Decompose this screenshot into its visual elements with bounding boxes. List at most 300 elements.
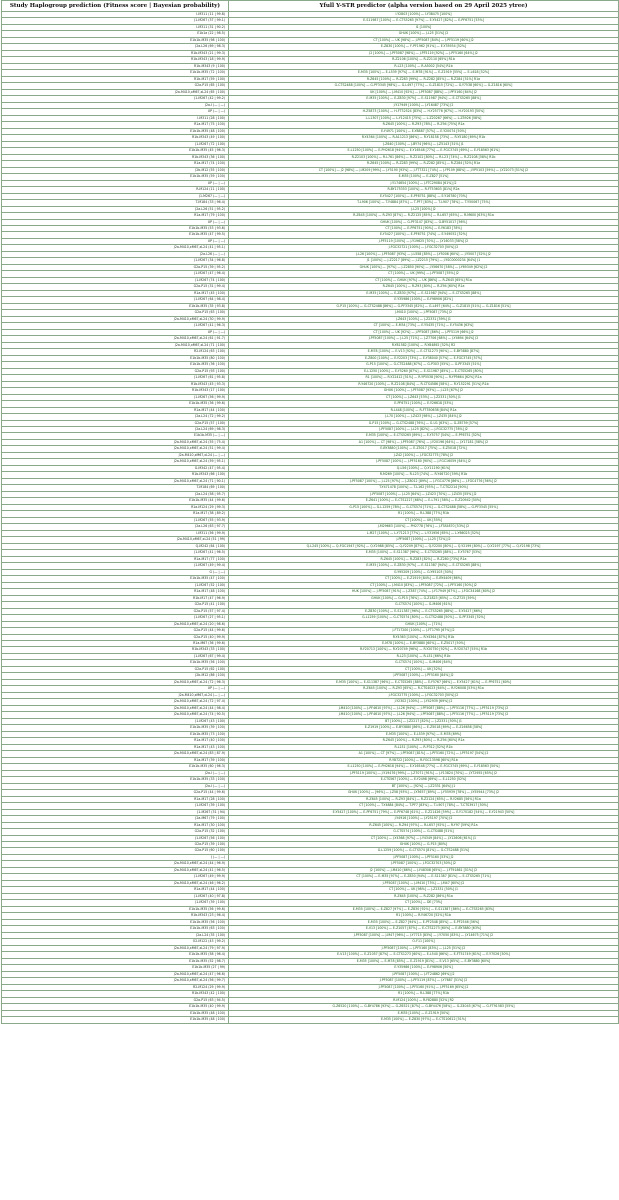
- yfull-prediction-cell: E-V13 [100%] — E-Z1057 [87%] — E-CTS1273 [60%] — E-BY3880 [63%]: [229, 926, 619, 932]
- study-prediction-cell: G2a-P15 (57 | 100): [2, 420, 229, 426]
- study-prediction-cell: R1a-M17 (77 | 100): [2, 556, 229, 562]
- study-prediction-cell: G2a-P15 (60 | 100): [2, 848, 229, 854]
- yfull-prediction-cell: J-PF5087 [100%] — J-PF5160 [83%] — J-L25 [51%] J2: [229, 945, 619, 951]
- study-prediction-cell: J2a-M410,xM67,xL24 (65 | 100): [2, 89, 229, 95]
- study-prediction-cell: E1b1b-M35 (80 | 100): [2, 355, 229, 361]
- study-prediction-cell: J1-M267 (41 | 96.5): [2, 550, 229, 556]
- yfull-prediction-cell: J-Y2302 [100%] — J-Y42939 [69%] J2: [229, 699, 619, 705]
- study-prediction-cell: J2a-M410,xM67,xL24 (51 | 99): [2, 537, 229, 543]
- study-prediction-cell: E1b1b-M35 (98 | 100): [2, 37, 229, 43]
- study-prediction-cell: R1b-M343 (23 | 96.4): [2, 913, 229, 919]
- study-prediction-cell: R1a-M17 (38 | 89.2): [2, 511, 229, 517]
- study-prediction-cell: R1a-M17 (40 | 100): [2, 738, 229, 744]
- study-prediction-cell: Q-M242 (64 | 100): [2, 543, 229, 549]
- yfull-prediction-cell: HUK [100%] — J-PF5087 [91%] — J-Z387 [74%] — J-Y17949 [67%] — J-FGC34168 [60%] J2: [229, 589, 619, 595]
- study-prediction-cell: R1b-M343 (42 | 100): [2, 991, 229, 997]
- yfull-prediction-cell: R-L23 [100%] — R-A5002 [54%] R1b: [229, 63, 619, 69]
- yfull-prediction-cell: J-PF5087 [100%] — J-L25 [64%] — J-Z423 [70%] — J-Z435 [55%] J2: [229, 491, 619, 497]
- study-prediction-cell: J2a-M410,xM67,xL24 (41 | 95.1): [2, 245, 229, 251]
- study-prediction-cell: E1b1b-M35 (53 | 93.6): [2, 225, 229, 231]
- yfull-prediction-cell: GHUK [100%] — G-PF3147 [83%] — G-BY51017 [56%]: [229, 219, 619, 225]
- yfull-prediction-cell: E-L1250 [100%] — E-PH2618 [94%] — E-Y16548 [77%] — E-FGC3745 [69%] — E-Y18563 [61%]: [229, 148, 619, 154]
- yfull-prediction-cell: R-Y46720 [100%] — R-Z2108 [84%] — R-CTS4586 [58%] — R-Y152291 [51%] R1b: [229, 381, 619, 387]
- study-prediction-cell: E1b1b-M35 (52 | 98.7): [2, 958, 229, 964]
- yfull-prediction-cell: R-Y4363 [100%] — R-Y4364 [87%] R1b: [229, 634, 619, 640]
- yfull-prediction-cell: J-PF5087 [100%] — J-FT24862 [69%] J2: [229, 971, 619, 977]
- yfull-prediction-cell: R-M124 [100%] — R-Y82880 [52%] R2: [229, 997, 619, 1003]
- study-prediction-cell: J1-M267 (56 | 99.9): [2, 394, 229, 400]
- study-prediction-cell: J2a-L24 (69 | 98.3): [2, 427, 229, 433]
- study-prediction-cell: J2a-M410,xM67,xL24 (30 | 99.9): [2, 316, 229, 322]
- study-prediction-cell: UP (— | —): [2, 329, 229, 335]
- yfull-prediction-cell: E-M35 [100%] — E-CTS5265 [89%] — E-Y5757 [54%] — E-PF6751 [52%]: [229, 433, 619, 439]
- study-prediction-cell: J1-M267 (49 | 99.4): [2, 563, 229, 569]
- study-prediction-cell: R1b-M17 (59 | 100): [2, 76, 229, 82]
- yfull-prediction-cell: BT [100%] — J-Z2217 [82%] — J-Z2331 [50%] J1: [229, 718, 619, 724]
- yfull-prediction-cell: J2 [100%] — J-M410 [86%] — J-Y48308 [65%] — J-FT91861 [51%] J2: [229, 867, 619, 873]
- yfull-prediction-cell: J-FGC32775 [100%] — J-FGC32703 [50%] J2: [229, 692, 619, 698]
- yfull-prediction-cell: E-M35 [100%] — E-Z830 [97%] — E-S11387 [94%] — E-CTS5265 [88%]: [229, 563, 619, 569]
- yfull-prediction-cell: CT [100%] — UK [92%] — J-PF5087 [86%] — J-PF5119 [66%] J2: [229, 329, 619, 335]
- study-prediction-cell: J1-M267 (47 | 96.4): [2, 271, 229, 277]
- study-prediction-cell: E1b1b-M35 (44 | 99.6): [2, 498, 229, 504]
- yfull-prediction-cell: J-PF5119 [100%] — J-Y19476 [99%] — J-Z7071 [91%] — J-Y13824 [70%] — J-Y72955 [65%] J2: [229, 770, 619, 776]
- study-prediction-cell: J1-M267 (31 | 94): [2, 809, 229, 815]
- yfull-prediction-cell: E-M78 [100%] — E-BY3880 [60%] — E-Z5017 [50%]: [229, 640, 619, 646]
- study-prediction-cell: J1-M267 (39 | 100): [2, 803, 229, 809]
- yfull-prediction-cell: E-CTS567 [100%] — E-Y2498 [69%] — E-L1250 [52%]: [229, 777, 619, 783]
- yfull-prediction-cell: GHUK [100%] — [71%]: [229, 621, 619, 627]
- yfull-prediction-cell: G-P15 [100%] — G-L1259 [78%] — G-CTS574 [71%] — G-CTS2488 [58%] — G-PF3345 [55%]: [229, 504, 619, 510]
- yfull-prediction-cell: A1 [100%] — CT [98%] — J-PF5087 [76%] — J-Y20196 [64%] — J-Y17181 [58%] J2: [229, 439, 619, 445]
- yfull-prediction-cell: R-M269 [100%] — R-L23 [74%] — R-Y46720 [59%] R1b: [229, 472, 619, 478]
- study-prediction-cell: E1b1b-M35 (60 | 96.3): [2, 764, 229, 770]
- yfull-prediction-cell: E-M35 [100%] — E-M78 [85%] — E-Z1919 [81%] — E-V13 [65%] — E-BY3880 [60%]: [229, 958, 619, 964]
- yfull-prediction-cell: I-Y2803 [100%] — I-Y38475 [100%]: [229, 12, 619, 18]
- yfull-prediction-cell: G-P15 [100%] — G-CTS2488 [86%] — G-PF3345 [82%] — G-L497 [64%] — G-Z1815 [51%] — G-Z1816 [51%]: [229, 303, 619, 309]
- yfull-prediction-cell: R-Z645 [100%] — R-Z93 [65%] — R-CTS4023 [64%] — R-Y26008 [53%] R1a: [229, 686, 619, 692]
- yfull-prediction-cell: CT [100%] — E-PF6751 [90%] — E-Y6183 [78%]: [229, 225, 619, 231]
- yfull-prediction-cell: E-Z1919 [100%] — E-BY3880 [86%] — E-Z5018 [69%] — E-Z16658 [58%]: [229, 725, 619, 731]
- yfull-prediction-cell: R-Z645 [100%] — R-Z93 [80%] — R-Z94 [60%] R1a: [229, 284, 619, 290]
- yfull-prediction-cell: E-Z641 [100%] — E-CTS1227 [68%] — E-L791 [58%] — E-Z20942 [50%]: [229, 498, 619, 504]
- yfull-prediction-cell: R-Z2103 [100%] — R-L761 [86%] — R-Z2102 [80%] — R-L23 [74%] — R-Z2108 [58%] R1b: [229, 154, 619, 160]
- yfull-prediction-cell: T-Y471478 [100%] — T-L162 [93%] — T-CTS2214 [90%]: [229, 485, 619, 491]
- study-prediction-cell: R1a-M17 (44 | 100): [2, 887, 229, 893]
- study-prediction-cell: R1a-M17 (43 | 100): [2, 744, 229, 750]
- yfull-prediction-cell: CT [100%] — UK [55%]: [229, 517, 619, 523]
- study-prediction-cell: T-M184 (33 | 96.4): [2, 200, 229, 206]
- yfull-prediction-cell: R1 [100%] — R-Y22412 [51%] — R-YP5538 [90%] — R-YP5664 [62%] R1a: [229, 375, 619, 381]
- yfull-prediction-cell: J-Y4916 [100%] — J-Y25197 [70%] J2: [229, 816, 619, 822]
- yfull-prediction-cell: E-Y5427 [100%] — E-PF6751 [79%] — E-PF6748 [61%] — E-Z21426 [59%] — E-Y170182 [54%] — E-Y21943 [50%]: [229, 809, 619, 815]
- yfull-prediction-cell: E-M35 [100%] — E-Z1919 [50%]: [229, 1010, 619, 1016]
- study-prediction-cell: R1b-M17 (47 | 96.9): [2, 595, 229, 601]
- study-prediction-cell: R1b-M343 (33 | 100): [2, 647, 229, 653]
- yfull-prediction-cell: CT [100%] — J2 [98%] — J-M209 [99%] — J-Y5190 [93%] — J-FT7321 [74%] — J-YP109 [68%] — J-YP5103 [59%] — J-Y22073 [51%] J2: [229, 167, 619, 173]
- yfull-prediction-cell: R-Z2106 [100%] — R-Z2110 [65%] R1b: [229, 57, 619, 63]
- yfull-prediction-cell: R1 [100%] — R-L388 [77%] R1b: [229, 511, 619, 517]
- yfull-prediction-cell: G-Y95209 [100%] — G-Y95103 [50%]: [229, 569, 619, 575]
- study-prediction-cell: E1b1b-M35 (48 | 100): [2, 1010, 229, 1016]
- yfull-prediction-cell: GHUK [100%] — J-L25 [51%] J2: [229, 31, 619, 37]
- study-prediction-cell: J1-M267 (72 | 100): [2, 141, 229, 147]
- yfull-prediction-cell: E-M35 [100%] — E-Z827 [51%]: [229, 174, 619, 180]
- study-prediction-cell: J2a-M410,xM67,xL24 (61 | 91.7): [2, 336, 229, 342]
- study-prediction-cell: J2a-M410,xM67,xL24 (46 | 96.2): [2, 880, 229, 886]
- study-prediction-cell: G2a-P15 (31 | 99.4): [2, 284, 229, 290]
- study-prediction-cell: E1b1b-M35 (73 | 100): [2, 731, 229, 737]
- study-prediction-cell: R1b-M343 (21 | 99.3): [2, 50, 229, 56]
- study-prediction-cell: R1b-M343 (36 | 100): [2, 154, 229, 160]
- yfull-prediction-cell: I1 [100%]: [229, 24, 619, 30]
- yfull-prediction-cell: R-Y81582 [100%] — R-Y84892 [52%] R2: [229, 342, 619, 348]
- yfull-prediction-cell: J-PF5087 [100%] — J-PF5119 [87%] — J-Y7687 [51%] J2: [229, 978, 619, 984]
- study-prediction-cell: E1b1b-M35 (56 | 100): [2, 660, 229, 666]
- study-prediction-cell: J2a-M410,xM67,xL24 (41 | 96.5): [2, 867, 229, 873]
- study-prediction-cell: E1b1b-M35 (47 | 99.5): [2, 232, 229, 238]
- study-prediction-cell: J1-M267 (67 | 99.4): [2, 653, 229, 659]
- study-prediction-cell: J2a-M410,xM67,xL24 (20 | 98.6): [2, 621, 229, 627]
- yfull-prediction-cell: L-L1307 [100%] — L-Y12415 [75%] — L-Z20267 [66%] — L-Z5926 [58%]: [229, 115, 619, 121]
- study-prediction-cell: G2a-P15 (39 | 95.2): [2, 264, 229, 270]
- study-prediction-cell: J1-M267 (56 | 100): [2, 835, 229, 841]
- yfull-prediction-cell: E-V13 [100%] — E-Z1057 [87%] — E-CTS1273 [60%] — E-L540 [66%] — E-FT51749 [61%] — E-Y7026 [50%]: [229, 952, 619, 958]
- yfull-prediction-cell: R-Y4364 [100%] — R-A11213 [86%] — R-Y18158 [73%] — R-Y5180 [69%] R1b: [229, 135, 619, 141]
- study-prediction-cell: J2a-M410,xM67,xL24 (71 | 90.1): [2, 478, 229, 484]
- study-prediction-cell: R1a-M17 (30 | 100): [2, 822, 229, 828]
- study-prediction-cell: E1b1b-M35 (35 | 93.8): [2, 303, 229, 309]
- study-prediction-cell: E1b1b-M35 (45 | 96.3): [2, 148, 229, 154]
- study-prediction-cell: J2b-M12 (55 | 100): [2, 167, 229, 173]
- yfull-prediction-cell: GHUK [100%] — [96%] — J-Z58 [93%] — J-Y3657 [89%] — J-Y55939 [78%] — J-Y55944 [73%] J2: [229, 790, 619, 796]
- yfull-prediction-cell: T-L906 [100%] — T-Y4884 [87%] — T-PF7 [83%] — T-L907 [78%] — T-Y50067 [75%]: [229, 200, 619, 206]
- study-prediction-cell: J1-M267 (74 | 100): [2, 277, 229, 283]
- yfull-prediction-cell: J-M410 [100%] — J-PF4610 [97%] — J-L26 [94%] — J-PF5087 [88%] — J-PF5116 [77%] — J-PF5119 [73%] J2: [229, 712, 619, 718]
- table-body: [2, 12, 619, 1024]
- yfull-prediction-cell: CT [100%] — UK [98%] — J-PF5087 [84%] — J-PF5119 [60%] J2: [229, 37, 619, 43]
- study-prediction-cell: G2a-P15 (44 | 99.6): [2, 790, 229, 796]
- yfull-prediction-cell: E-M35 [100%] — E-S11387 [96%] — E-CTS5265 [88%] — E-Y5767 [66%] — E-Y5427 [61%] — E-PF6751 [60%]: [229, 679, 619, 685]
- yfull-prediction-cell: E-M35 [100%] — E-Z830 [97%] — E-S11987 [94%] — E-CTS5265 [88%]: [229, 290, 619, 296]
- yfull-prediction-cell: E-PF6751 [100%] — E-Y26618 [53%]: [229, 401, 619, 407]
- yfull-prediction-cell: E-Y5427 [100%] — E-PF6751 [74%] — E-Y49052 [52%]: [229, 232, 619, 238]
- study-prediction-cell: J2a-M410,xM67,xL24 (51 | 99.4): [2, 446, 229, 452]
- study-prediction-cell: E1b1b-M35 (36 | 99.6): [2, 401, 229, 407]
- study-prediction-cell: R1a-M17 (39 | 100): [2, 757, 229, 763]
- yfull-prediction-cell: R-Y8722 [100%] — R-FGC13598 [60%] R1b: [229, 757, 619, 763]
- study-prediction-cell: J1-M267 (27 | 95.1): [2, 615, 229, 621]
- yfull-prediction-cell: R1 [100%] — R-L388 [77%] R1b: [229, 991, 619, 997]
- yfull-prediction-cell: J-FT17200 [100%] — J-FT1795 [67%] J2: [229, 628, 619, 634]
- study-prediction-cell: J1-M267 (49 | 99.9): [2, 874, 229, 880]
- yfull-prediction-cell: R-L151 [100%] — R-P312 [52%] R1b: [229, 744, 619, 750]
- study-prediction-cell: J2a-M410,xM67,xL24 (83 | 87.9): [2, 751, 229, 757]
- yfull-prediction-cell: R-Z645 [100%] — R-Z93 [84%] — R-Z2124 [65%] — R-Y2685 [56%] R1a: [229, 796, 619, 802]
- study-prediction-cell: J1-M267 (42 | 99.2): [2, 96, 229, 102]
- yfull-prediction-cell: J-Y17949 [100%] — J-Y16487 [73%] J2: [229, 102, 619, 108]
- study-prediction-cell: J2a-L26 (51 | 95.2): [2, 206, 229, 212]
- yfull-prediction-cell: H-Z5873 [100%] — H-FT32524 [83%] — H-Y25776 [67%] — H-Y20193 [50%]: [229, 109, 619, 115]
- yfull-prediction-cell: G-P15 [100%] — G-CTS2488 [76%] — G-U1 [63%] — G-Z6759 [57%]: [229, 420, 619, 426]
- study-prediction-cell: G2a-P15 (63 | 100): [2, 310, 229, 316]
- study-prediction-cell: G2a-P15 (65 | 100): [2, 83, 229, 89]
- study-prediction-cell: J1-M267 (64 | 98.4): [2, 297, 229, 303]
- yfull-prediction-cell: J-PF5087 [100%] — J-L25 [72%] J2: [229, 537, 619, 543]
- yfull-prediction-cell: CT [100%] — UK [52%]: [229, 666, 619, 672]
- yfull-prediction-cell: CT [100%] — UK [99%] — J-PF5087 [55%] J2: [229, 271, 619, 277]
- yfull-prediction-cell: G-L1259 [100%] — G-CTS574 [81%] — G-CTS2488 [51%]: [229, 848, 619, 854]
- yfull-prediction-cell: CT [100%] — E-M35 [97%] — E-Z830 [94%] — E-S11387 [81%] — E-CTS5265 [71%]: [229, 874, 619, 880]
- study-prediction-cell: R1a-M124 (29 | 99.3): [2, 504, 229, 510]
- yfull-prediction-cell: G-CTS574 [100%] — G-M406 [61%]: [229, 602, 619, 608]
- study-prediction-cell: J1-M267 (— | —): [2, 193, 229, 199]
- table-row: [2, 1017, 619, 1023]
- yfull-prediction-cell: E-Z830 [100%] — F-PF1962 [91%] — E-Y35934 [52%]: [229, 44, 619, 50]
- yfull-prediction-cell: E-M35 [100%] — E-L539 [97%] — E-M78 [69%]: [229, 731, 619, 737]
- yfull-prediction-cell: J-M410 [100%] — J-PF4610 [97%] — J-L26 [94%] — J-PF5087 [88%] — J-PF5116 [77%] — J-PF5119 [73%] J2: [229, 705, 619, 711]
- yfull-prediction-cell: J-PF5087 [100%] — J-FGC32703 [50%] J2: [229, 861, 619, 867]
- yfull-prediction-cell: O-F11 [100%]: [229, 939, 619, 945]
- study-prediction-cell: J2a-M410,xM67,xL24 (44 | 98.4): [2, 705, 229, 711]
- yfull-prediction-cell: E-M35 [100%] — E-L539 [97%] — E-M78 [91%] — E-Z1919 [55%] — E-L618 [52%]: [229, 70, 619, 76]
- yfull-prediction-cell: J-PF5087 [100%] — J-PF5160 [91%] — J-PF5169 [65%] J2: [229, 984, 619, 990]
- study-prediction-cell: J1-M267 (41 | 96.3): [2, 323, 229, 329]
- study-prediction-cell: I-M311 (28 | 100): [2, 115, 229, 121]
- study-prediction-cell: J2a-M410,xM67,xL24 (56 | 99.7): [2, 978, 229, 984]
- yfull-prediction-cell: CT [100%] — GHUK [97%] — UK [86%] — R-Z645 [65%] R1a: [229, 277, 619, 283]
- study-prediction-cell: J1-M267 (40 | 97.8): [2, 893, 229, 899]
- study-prediction-cell: J1-M267 (34 | 96.8): [2, 258, 229, 264]
- study-prediction-cell: J1-M267 (43 | 100): [2, 718, 229, 724]
- study-prediction-cell: G-M342 (47 | 95.4): [2, 465, 229, 471]
- study-prediction-cell: E1b1b-M35 (33 | 100): [2, 777, 229, 783]
- study-prediction-cell: E1b1b-M35 (27 | 99): [2, 965, 229, 971]
- study-prediction-cell: J2a-M410,xM67,xL24 (— | —): [2, 692, 229, 698]
- yfull-prediction-cell: CT [100%] — UK [98%] — J-Z2331 [50%] J1: [229, 887, 619, 893]
- yfull-prediction-cell: R-Z645 [100%] — R-Z94 [97%] — R-L657 [92%] — R-Y97 [59%] R1a: [229, 822, 619, 828]
- study-prediction-cell: J (— | —): [2, 854, 229, 860]
- study-prediction-cell: J1-M267 (39 | 100): [2, 900, 229, 906]
- yfull-prediction-cell: E-S11987 [100%] — E-CTS5265 [97%] — E-Y5427 [82%] — E-PF6751 [53%]: [229, 18, 619, 24]
- yfull-prediction-cell: E-L1250 [100%] — E-Y5260 [87%] — E-S11987 [85%] — E-CTS5265 [80%]: [229, 368, 619, 374]
- study-prediction-cell: UP (— | —): [2, 180, 229, 186]
- header-study-prediction: Study Haplogroup prediction (Fitness score | Bayesian probability): [2, 1, 229, 12]
- study-prediction-cell: I-M311 (31 | 90.2): [2, 24, 229, 30]
- study-prediction-cell: E1b1b-M35 (40 | 99.9): [2, 1004, 229, 1010]
- yfull-prediction-cell: R-Z645 [100%] — R-Z283 [82%] — R-Z280 [73%] R1a: [229, 556, 619, 562]
- study-prediction-cell: J1-M267 (55 | 93.9): [2, 517, 229, 523]
- yfull-prediction-cell: GHUK [100%] — G-P15 [80%]: [229, 842, 619, 848]
- study-prediction-cell: J2a-M410,xM67,xL24 (74 | 90.5): [2, 712, 229, 718]
- study-prediction-cell: J2a-M410,xM67,xL24 (44 | 96.9): [2, 861, 229, 867]
- yfull-prediction-cell: R-L23 [100%] — R-L51 [66%] R1b: [229, 653, 619, 659]
- study-prediction-cell: R2-M124 (29 | 99.9): [2, 984, 229, 990]
- study-prediction-cell: R1a-M17 (48 | 100): [2, 589, 229, 595]
- study-prediction-cell: R1a-M17 (75 | 100): [2, 122, 229, 128]
- yfull-prediction-cell: CT [100%] — J-Z643 [53%] — J-Z2331 [50%] J1: [229, 394, 619, 400]
- yfull-prediction-cell: J-Z640 [100%] — J-BY74 [96%] — J-Z5143 [51%] J1: [229, 141, 619, 147]
- study-prediction-cell: E1b1a (22 | 98.5): [2, 31, 229, 37]
- study-prediction-cell: R1b-M343 (66 | 100): [2, 472, 229, 478]
- yfull-prediction-cell: G-CTS574 [100%] — G-M406 [64%]: [229, 660, 619, 666]
- study-prediction-cell: J2a-L24 (58 | 95.7): [2, 491, 229, 497]
- yfull-prediction-cell: J-PF5087 [100%] — J-M47 [96%] — J-Y7715 [83%] — J-Y7050 [83%] — J-Y14675 [71%] J2: [229, 932, 619, 938]
- yfull-prediction-cell: GHUK [100%] — J-PF5087 [93%] — J-L25 [67%] J2: [229, 388, 619, 394]
- study-prediction-cell: E1b1b-M35 (58 | 96.4): [2, 952, 229, 958]
- study-prediction-cell: R1a-M67 (36 | 99.6): [2, 640, 229, 646]
- yfull-prediction-cell: J-PF5087 [100%] — J-L25 [82%] — J-FGC32775 [78%] J2: [229, 427, 619, 433]
- yfull-prediction-cell: R1 [100%] — R-Y46720 [52%] R1b: [229, 913, 619, 919]
- study-prediction-cell: J2a-I (— | —): [2, 770, 229, 776]
- yfull-prediction-cell: J-PF5087 [100%] — J-PF5160 [90%] — J-FGC16059 [64%] J2: [229, 459, 619, 465]
- study-prediction-cell: R1a-M17 (28 | 100): [2, 796, 229, 802]
- yfull-prediction-cell: E-Y35986 [100%] — E-Y98906 [50%]: [229, 965, 619, 971]
- study-prediction-cell: E1b1b-M35 (59 | 100): [2, 174, 229, 180]
- yfull-prediction-cell: J-L25 [100%] J2: [229, 206, 619, 212]
- study-prediction-cell: G2a-P15 (63 | 94.5): [2, 997, 229, 1003]
- study-prediction-cell: J2a-M410,xM67,xL24 (— | —): [2, 452, 229, 458]
- yfull-prediction-cell: E-Z830 [100%] — E-S11387 [96%] — E-CTS5265 [88%] — E-Y5427 [66%]: [229, 608, 619, 614]
- study-prediction-cell: R1b-M343 (49 | 100): [2, 135, 229, 141]
- header-row: [2, 1, 619, 12]
- yfull-prediction-cell: BT [100%] — [92%] — J-Z2331 [64%] J1: [229, 783, 619, 789]
- study-prediction-cell: I-M311 (11 | 99.8): [2, 12, 229, 18]
- study-prediction-cell: J1-M267 (61 | 95.8): [2, 375, 229, 381]
- study-prediction-cell: UP (— | —): [2, 109, 229, 115]
- yfull-prediction-cell: J-M410 [100%] — J-PF5087 [73%] J2: [229, 310, 619, 316]
- yfull-prediction-cell: J-L26 [100%] — J-PF5087 [93%] — J-L558 [85%] — J-Y5006 [60%] — J-Y5007 [52%] J2: [229, 251, 619, 257]
- study-prediction-cell: R1b-M343 (45 | 93.3): [2, 381, 229, 387]
- yfull-prediction-cell: E-M35 [100%] — E-Z827 [94%] — E-PF2548 [85%] — E-PF2546 [56%]: [229, 919, 619, 925]
- study-prediction-cell: R-M124 (11 | 100): [2, 187, 229, 193]
- yfull-prediction-cell: J-M29663 [100%] — PH2778 [76%] — J-FTA5870 [53%] J2: [229, 524, 619, 530]
- study-prediction-cell: J2a-I (— | —): [2, 102, 229, 108]
- yfull-prediction-cell: E-Y35986 [100%] — E-Y98906 [82%]: [229, 297, 619, 303]
- study-prediction-cell: UP (— | —): [2, 219, 229, 225]
- yfull-prediction-cell: J-PF5087 [100%] — J-L25 [97%] — J-Z8012 [89%] — J-FGC4776 [86%] — J-FGC4776 [56%] J2: [229, 478, 619, 484]
- yfull-prediction-cell: J-FGC32721 [100%] — J-FGC32703 [50%] J2: [229, 245, 619, 251]
- yfull-prediction-cell: J-Z42 [100%] — J-FGC32775 [78%] J2: [229, 452, 619, 458]
- study-prediction-cell: G2a-P15 (41 | 100): [2, 602, 229, 608]
- yfull-prediction-cell: R-Z645 [100%] — R-Z93 [80%] — R-Z94 [60%] R1a: [229, 738, 619, 744]
- study-prediction-cell: R2-M124 (63 | 100): [2, 349, 229, 355]
- yfull-prediction-cell: GHUK [100%] — [97%] — J-Z2850 [90%] — J-Y56670 [58%] — J-Y69349 [62%] J2: [229, 264, 619, 270]
- yfull-prediction-cell: R-Z645 [100%] — R-Z283 [99%] — R-Z282 [85%] — R-Z284 [51%] R1a: [229, 76, 619, 82]
- yfull-prediction-cell: R-Z645 [100%] — R-Z282 [86%] R1a: [229, 893, 619, 899]
- header-yfull-predictor: Yfull Y-STR predictor (alpha version based on 29 April 2025 ytree): [229, 1, 619, 12]
- yfull-prediction-cell: G-P15 [100%] — G-CTS2488 [67%] — G-P303 [55%] — G-PF3345 [51%]: [229, 362, 619, 368]
- yfull-prediction-cell: J1 [100%] — J-Z2217 [89%] — J-Z2215 [79%] — J-YSC0000234 [64%] J1: [229, 258, 619, 264]
- study-prediction-cell: G2a-P15 (44 | 99.6): [2, 628, 229, 634]
- study-prediction-cell: J2a-L24 (35 | 100): [2, 932, 229, 938]
- study-prediction-cell: E1b1b-M35 (39 | 100): [2, 725, 229, 731]
- study-prediction-cell: G2a-P15 (57 | 97.4): [2, 608, 229, 614]
- study-prediction-cell: R1b-M343 (17 | 100): [2, 388, 229, 394]
- yfull-prediction-cell: L-M27 [100%] — L-Y71213 [77%] — L-Y31956 [65%] — L-Y66025 [52%]: [229, 530, 619, 536]
- yfull-prediction-cell: R-Z645 [100%] — R-Z93 [78%] — R-Z94 [75%] R1a: [229, 122, 619, 128]
- study-prediction-cell: E1b1b-M35 (47 | 100): [2, 576, 229, 582]
- study-prediction-cell: I-M311 (56 | 99.9): [2, 530, 229, 536]
- yfull-prediction-cell: J-PF5087 [100%] — J-PF5160 [84%] J2: [229, 673, 619, 679]
- yfull-prediction-cell: E-M35 [100%] — E-Z827 [97%] — E-Z830 [92%] — E-S11387 [86%] — E-CTS5265 [83%]: [229, 906, 619, 912]
- yfull-prediction-cell: CT [100%] — DE [73%]: [229, 900, 619, 906]
- yfull-prediction-cell: E-M35 [100%] — E-Z830 [97%] — E-S11987 [94%] — E-CTS5265 [88%]: [229, 96, 619, 102]
- yfull-prediction-cell: E-BY3880 [100%] — E-Z5017 [75%] — E-Z5018 [72%]: [229, 446, 619, 452]
- study-prediction-cell: J2a-L26 (69 | 98.3): [2, 44, 229, 50]
- study-prediction-cell: R1a-M17 (79 | 100): [2, 213, 229, 219]
- study-prediction-cell: E1b1b-M35 (56 | 100): [2, 919, 229, 925]
- yfull-prediction-cell: CT [100%] — J-Y4368 [97%] — J-Y4349 [84%] — J-Y12606 [61%] J1: [229, 835, 619, 841]
- yfull-prediction-cell: Q-L245 [100%] — Q-FGC1947 [92%] — Q-Y2988 [85%] — Q-Y2209 [87%] — Q-Y2200 [80%] — Q-Y2199 [80%] — Q-Y2197 [77%] — Q-Y2198 [73%]: [229, 543, 619, 549]
- study-prediction-cell: G2a-P15 (32 | 100): [2, 829, 229, 835]
- study-prediction-cell: J2a-L26 (— | —): [2, 251, 229, 257]
- study-prediction-cell: E1b1b-M35 (72 | 100): [2, 70, 229, 76]
- yfull-prediction-cell: J-Y174654 [100%] — J-FTC29084 [61%] J2: [229, 180, 619, 186]
- yfull-prediction-cell: J-L70 [100%] — J-Z423 [98%] — J-Z435 [84%] J2: [229, 414, 619, 420]
- yfull-prediction-cell: CT [100%] — E-Z1919 [84%] — E-BY4409 [66%]: [229, 576, 619, 582]
- study-prediction-cell: J2a-L24 (72 | 99.2): [2, 414, 229, 420]
- yfull-prediction-cell: J-PF5087 [100%] — J-M410 [73%] — J-M47 [60%] J2: [229, 880, 619, 886]
- study-prediction-cell: R1b-M343 (18 | 99.9): [2, 57, 229, 63]
- yfull-prediction-cell: E-Y5427 [100%] — E-PF6751 [88%] — E-Y16780 [70%]: [229, 193, 619, 199]
- study-prediction-cell: R1a-M17 (44 | 100): [2, 407, 229, 413]
- yfull-prediction-cell: R-Z645 [100%] — R-Z283 [99%] — R-Z282 [85%] — R-Z284 [52%] R1a: [229, 161, 619, 167]
- yfull-prediction-cell: J-PF5087 [100%] — J-L25 [71%] — J-Z7706 [68%] — J-Y4694 [64%] J2: [229, 336, 619, 342]
- yfull-prediction-cell: R-L448 [100%] — R-FT350638 [84%] R1a: [229, 407, 619, 413]
- study-prediction-cell: J1-M267 (52 | 100): [2, 582, 229, 588]
- study-prediction-cell: UP (— | —): [2, 686, 229, 692]
- study-prediction-cell: J2a-M410,xM67,xL24 (72 | 96.3): [2, 679, 229, 685]
- yfull-prediction-cell: E-Z800 [100%] — E-Y2203 [73%] — E-Y38040 [57%] — E-FGC3745 [57%]: [229, 355, 619, 361]
- study-prediction-cell: J2a-M410,xM67,xL24 (55 | 75.4): [2, 439, 229, 445]
- yfull-prediction-cell: J-PF5087 [100%] — J-PF5160 [53%] J2: [229, 854, 619, 860]
- yfull-prediction-cell: E-L1250 [100%] — E-PH2618 [94%] — E-Y16548 [77%] — E-FGC3745 [69%] — E-Y18563 [50%]: [229, 764, 619, 770]
- study-prediction-cell: E1b1b-M35 (48 | 100): [2, 1017, 229, 1023]
- study-prediction-cell: G2a-P15 (93 | 100): [2, 368, 229, 374]
- yfull-prediction-cell: GHUK [100%] — G-P15 [76%] — G-Z1823 [65%] — G-Z725 [59%]: [229, 595, 619, 601]
- yfull-prediction-cell: A1 [100%] — CT [97%] — J-PF5087 [81%] — J-PF5160 [72%] — J-PF5197 [54%] J2: [229, 751, 619, 757]
- yfull-prediction-cell: J2 [100%] — J-PF5087 [98%] — J-PF5119 [92%] — J-PF5160 [64%] J2: [229, 50, 619, 56]
- study-prediction-cell: J2a-M410,xM67,xL24 (71 | 100): [2, 342, 229, 348]
- yfull-prediction-cell: J-Z643 [100%] — J-Z2331 [59%] J1: [229, 316, 619, 322]
- study-prediction-cell: O2-M122 (43 | 99.2): [2, 939, 229, 945]
- study-prediction-cell: J2a-M410,xM67,xL24 (72 | 97.4): [2, 699, 229, 705]
- yfull-prediction-cell: G-Z6520 [100%] — G-BY4786 [93%] — G-Z6521 [87%] — G-BY4476 [58%] — G-Z4045 [67%] — G-FT91583 [55%]: [229, 1004, 619, 1010]
- study-prediction-cell: E1b1b-M35 (48 | 100): [2, 128, 229, 134]
- study-prediction-cell: E1b1b-M35 (36 | 100): [2, 362, 229, 368]
- haplogroup-table: [1, 0, 619, 1024]
- yfull-prediction-cell: E-Y4971 [100%] — E-Y8887 [57%] — E-Y20074 [50%]: [229, 128, 619, 134]
- yfull-prediction-cell: CT [100%] — J-M410 [83%] — J-PF5087 [72%] — J-PF5160 [50%] J2: [229, 582, 619, 588]
- yfull-prediction-cell: E-M35 [100%] — E-Z830 [97%] — E-CTS10612 [51%]: [229, 1017, 619, 1023]
- study-prediction-cell: R1b-M343 (9 | 100): [2, 63, 229, 69]
- study-prediction-cell: J1-M267 (37 | 99.1): [2, 18, 229, 24]
- study-prediction-cell: G (— | —): [2, 569, 229, 575]
- study-prediction-cell: J2a-I (— | —): [2, 783, 229, 789]
- yfull-prediction-cell: R-BY175353 [100%] — R-FT53603 [81%] R2a: [229, 187, 619, 193]
- study-prediction-cell: G2a-P15 (62 | 100): [2, 666, 229, 672]
- study-prediction-cell: T-M184 (69 | 100): [2, 485, 229, 491]
- yfull-prediction-cell: G-L1259 [100%] — G-CTS574 [80%] — G-CTS2488 [50%] — G-PF3345 [52%]: [229, 615, 619, 621]
- yfull-prediction-cell: R-Z645 [100%] — R-Z93 [87%] — R-Z2125 [85%] — R-L657 [65%] — R-M600 [63%] R1a: [229, 213, 619, 219]
- yfull-prediction-cell: E-M78 [100%] — E-V13 [92%] — E-CTS1273 [90%] — E-BY3880 [87%]: [229, 349, 619, 355]
- study-prediction-cell: J2a-M67 (79 | 100): [2, 816, 229, 822]
- study-prediction-cell: G2a-P15 (40 | 99.9): [2, 634, 229, 640]
- study-prediction-cell: E1b1b-M35 (56 | 99.6): [2, 906, 229, 912]
- study-prediction-cell: UP (— | —): [2, 238, 229, 244]
- yfull-prediction-cell: UK [100%] — J-M410 [92%] — J-PF5087 [88%] — J-PF5160 [64%] J2: [229, 89, 619, 95]
